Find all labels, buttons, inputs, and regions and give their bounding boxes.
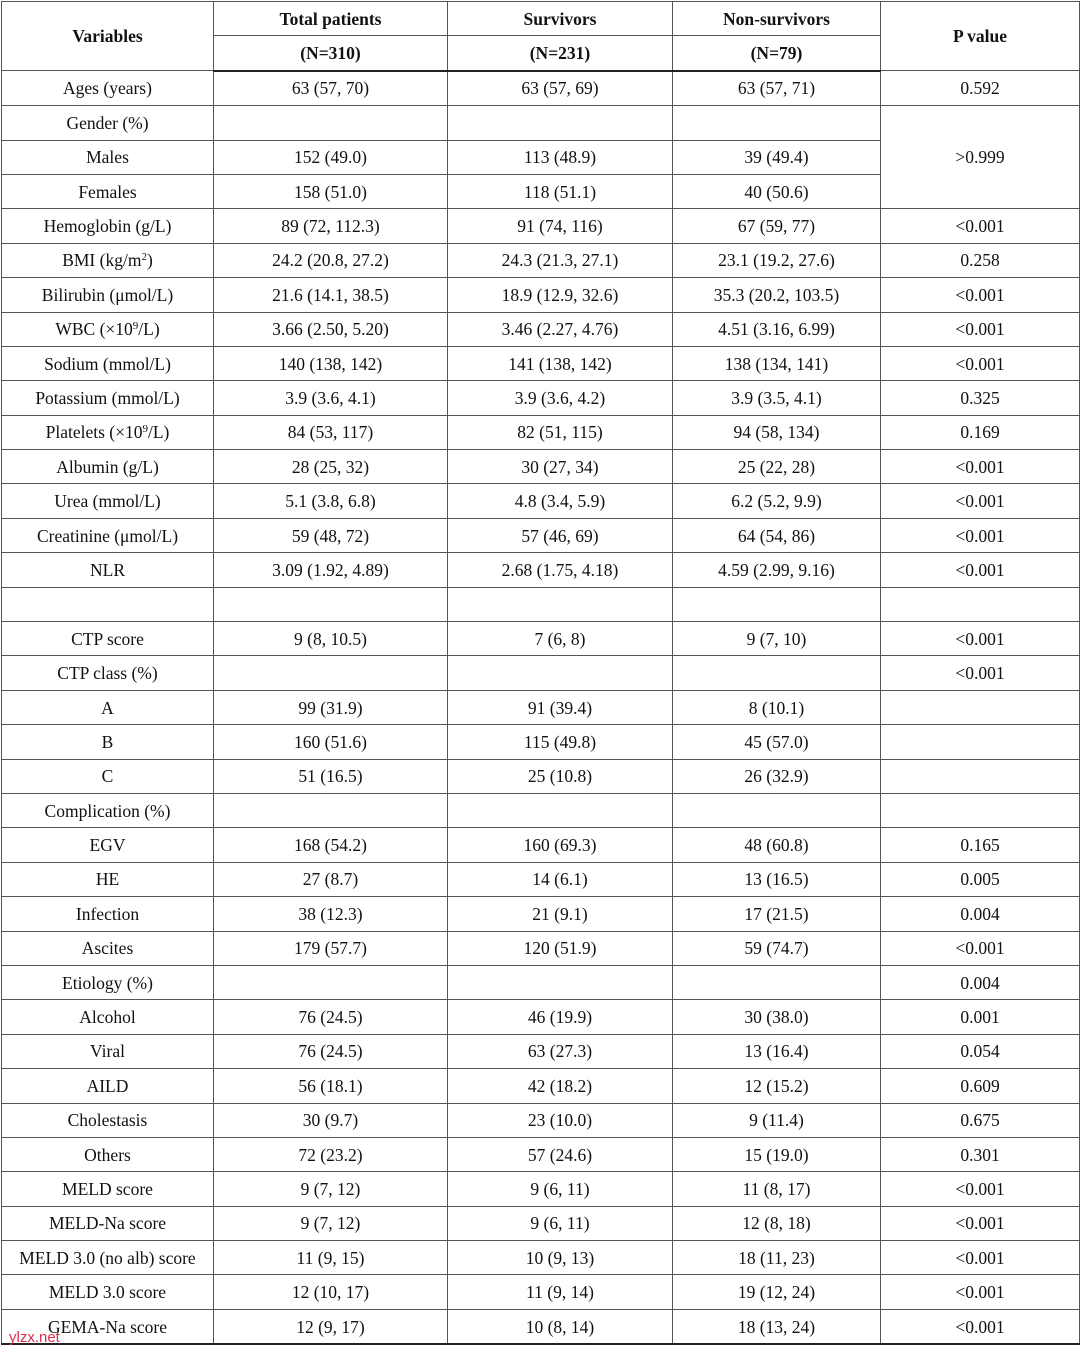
total-patients-cell: 3.09 (1.92, 4.89) xyxy=(214,553,448,587)
p-value-cell: 0.325 xyxy=(881,381,1080,415)
header-nonsurvivors: Non-survivors xyxy=(673,2,881,36)
p-value-cell: 0.005 xyxy=(881,862,1080,896)
total-patients-cell: 5.1 (3.8, 6.8) xyxy=(214,484,448,518)
table-row xyxy=(2,931,1080,965)
survivors-cell: 57 (24.6) xyxy=(448,1137,673,1171)
variable-label: Creatinine (μmol/L) xyxy=(2,518,214,552)
p-value-cell: <0.001 xyxy=(881,209,1080,243)
p-value-cell: <0.001 xyxy=(881,278,1080,312)
survivors-cell: 91 (39.4) xyxy=(448,690,673,724)
non-survivors-cell: 19 (12, 24) xyxy=(673,1275,881,1309)
variable-label: A xyxy=(2,690,214,724)
variable-label-superscript: 9 xyxy=(142,423,148,436)
variable-label: MELD-Na score xyxy=(2,1206,214,1240)
p-value-cell: <0.001 xyxy=(881,518,1080,552)
survivors-cell: 21 (9.1) xyxy=(448,897,673,931)
survivors-cell: 18.9 (12.9, 32.6) xyxy=(448,278,673,312)
p-value-cell xyxy=(881,725,1080,759)
survivors-cell xyxy=(448,106,673,140)
variable-label-unit: /L) xyxy=(138,319,160,340)
non-survivors-cell: 12 (15.2) xyxy=(673,1069,881,1103)
non-survivors-cell: 45 (57.0) xyxy=(673,725,881,759)
p-value-cell: 0.004 xyxy=(881,897,1080,931)
header-total: Total patients xyxy=(214,2,448,36)
table-row xyxy=(2,346,1080,380)
survivors-cell: 10 (9, 13) xyxy=(448,1241,673,1275)
p-value-cell xyxy=(881,793,1080,827)
variable-label: MELD 3.0 (no alb) score xyxy=(2,1241,214,1275)
non-survivors-cell: 6.2 (5.2, 9.9) xyxy=(673,484,881,518)
non-survivors-cell: 94 (58, 134) xyxy=(673,415,881,449)
total-patients-cell: 63 (57, 70) xyxy=(214,71,448,106)
table-row xyxy=(2,1206,1080,1240)
survivors-cell: 23 (10.0) xyxy=(448,1103,673,1137)
table-row xyxy=(2,71,1080,106)
p-value-cell: 0.258 xyxy=(881,243,1080,277)
non-survivors-cell: 12 (8, 18) xyxy=(673,1206,881,1240)
total-patients-cell: 11 (9, 15) xyxy=(214,1241,448,1275)
table-row xyxy=(2,587,1080,621)
total-patients-cell: 140 (138, 142) xyxy=(214,346,448,380)
p-value-cell: <0.001 xyxy=(881,1241,1080,1275)
survivors-cell: 10 (8, 14) xyxy=(448,1309,673,1344)
total-patients-cell xyxy=(214,793,448,827)
non-survivors-cell: 18 (13, 24) xyxy=(673,1309,881,1344)
variable-label: Potassium (mmol/L) xyxy=(2,381,214,415)
non-survivors-cell: 13 (16.4) xyxy=(673,1034,881,1068)
table-row xyxy=(2,209,1080,243)
survivors-cell xyxy=(448,793,673,827)
variable-label: HE xyxy=(2,862,214,896)
survivors-cell: 120 (51.9) xyxy=(448,931,673,965)
table-row xyxy=(2,1241,1080,1275)
non-survivors-cell: 67 (59, 77) xyxy=(673,209,881,243)
p-value-cell: <0.001 xyxy=(881,622,1080,656)
non-survivors-cell: 18 (11, 23) xyxy=(673,1241,881,1275)
header-nonsurvivors-n: (N=79) xyxy=(673,36,881,71)
variable-label: Ascites xyxy=(2,931,214,965)
header-survivors-n: (N=231) xyxy=(448,36,673,71)
non-survivors-cell: 30 (38.0) xyxy=(673,1000,881,1034)
non-survivors-cell xyxy=(673,587,881,621)
survivors-cell: 2.68 (1.75, 4.18) xyxy=(448,553,673,587)
non-survivors-cell xyxy=(673,656,881,690)
variable-label: Complication (%) xyxy=(2,793,214,827)
total-patients-cell: 9 (8, 10.5) xyxy=(214,622,448,656)
p-value-cell: <0.001 xyxy=(881,1309,1080,1344)
non-survivors-cell: 40 (50.6) xyxy=(673,174,881,208)
p-value-cell: <0.001 xyxy=(881,450,1080,484)
non-survivors-cell xyxy=(673,793,881,827)
table-row xyxy=(2,553,1080,587)
non-survivors-cell: 48 (60.8) xyxy=(673,828,881,862)
variable-label: CTP class (%) xyxy=(2,656,214,690)
total-patients-cell: 12 (10, 17) xyxy=(214,1275,448,1309)
variable-label: Viral xyxy=(2,1034,214,1068)
non-survivors-cell: 25 (22, 28) xyxy=(673,450,881,484)
header-pvalue: P value xyxy=(881,2,1080,71)
total-patients-cell: 9 (7, 12) xyxy=(214,1206,448,1240)
table-row xyxy=(2,1103,1080,1137)
header-survivors: Survivors xyxy=(448,2,673,36)
p-value-cell xyxy=(881,759,1080,793)
variable-label-text: BMI (kg/m xyxy=(62,250,142,271)
non-survivors-cell: 11 (8, 17) xyxy=(673,1172,881,1206)
table-row xyxy=(2,1034,1080,1068)
variable-label xyxy=(2,587,214,621)
watermark: ylzx.net xyxy=(9,1329,60,1346)
total-patients-cell: 179 (57.7) xyxy=(214,931,448,965)
variable-label: Albumin (g/L) xyxy=(2,450,214,484)
p-value-cell: 0.301 xyxy=(881,1137,1080,1171)
variable-label: Infection xyxy=(2,897,214,931)
variable-label: EGV xyxy=(2,828,214,862)
total-patients-cell: 59 (48, 72) xyxy=(214,518,448,552)
table-row xyxy=(2,518,1080,552)
variable-label: AILD xyxy=(2,1069,214,1103)
p-value-cell: 0.169 xyxy=(881,415,1080,449)
p-value-cell: <0.001 xyxy=(881,484,1080,518)
total-patients-cell: 24.2 (20.8, 27.2) xyxy=(214,243,448,277)
p-value-cell: <0.001 xyxy=(881,931,1080,965)
total-patients-cell xyxy=(214,587,448,621)
p-value-cell: <0.001 xyxy=(881,1206,1080,1240)
non-survivors-cell xyxy=(673,965,881,999)
p-value-cell-gender: >0.999 xyxy=(881,106,1080,209)
non-survivors-cell: 26 (32.9) xyxy=(673,759,881,793)
table-row xyxy=(2,1137,1080,1171)
table-row xyxy=(2,897,1080,931)
p-value-cell: 0.609 xyxy=(881,1069,1080,1103)
non-survivors-cell: 4.51 (3.16, 6.99) xyxy=(673,312,881,346)
table-row xyxy=(2,1275,1080,1309)
table-row xyxy=(2,312,1080,346)
non-survivors-cell: 17 (21.5) xyxy=(673,897,881,931)
total-patients-cell: 168 (54.2) xyxy=(214,828,448,862)
variable-label xyxy=(2,243,214,277)
header-total-n: (N=310) xyxy=(214,36,448,71)
table-row xyxy=(2,725,1080,759)
total-patients-cell: 38 (12.3) xyxy=(214,897,448,931)
table-row xyxy=(2,278,1080,312)
survivors-cell: 160 (69.3) xyxy=(448,828,673,862)
survivors-cell: 118 (51.1) xyxy=(448,174,673,208)
survivors-cell: 24.3 (21.3, 27.1) xyxy=(448,243,673,277)
variable-label: Males xyxy=(2,140,214,174)
p-value-cell: <0.001 xyxy=(881,553,1080,587)
table-row xyxy=(2,381,1080,415)
variable-label: MELD score xyxy=(2,1172,214,1206)
table-row xyxy=(2,1172,1080,1206)
p-value-cell: 0.675 xyxy=(881,1103,1080,1137)
variable-label: Ages (years) xyxy=(2,71,214,106)
p-value-cell: <0.001 xyxy=(881,656,1080,690)
variable-label: MELD 3.0 score xyxy=(2,1275,214,1309)
survivors-cell: 3.9 (3.6, 4.2) xyxy=(448,381,673,415)
survivors-cell: 63 (57, 69) xyxy=(448,71,673,106)
p-value-cell: <0.001 xyxy=(881,346,1080,380)
table-row xyxy=(2,690,1080,724)
total-patients-cell: 30 (9.7) xyxy=(214,1103,448,1137)
non-survivors-cell: 13 (16.5) xyxy=(673,862,881,896)
survivors-cell: 141 (138, 142) xyxy=(448,346,673,380)
variable-label-text: Platelets (×10 xyxy=(45,422,143,443)
non-survivors-cell: 39 (49.4) xyxy=(673,140,881,174)
non-survivors-cell: 15 (19.0) xyxy=(673,1137,881,1171)
variable-label: Gender (%) xyxy=(2,106,214,140)
total-patients-cell: 12 (9, 17) xyxy=(214,1309,448,1344)
survivors-cell: 42 (18.2) xyxy=(448,1069,673,1103)
non-survivors-cell: 9 (7, 10) xyxy=(673,622,881,656)
variable-label xyxy=(2,415,214,449)
variable-label-superscript: 2 xyxy=(141,251,147,264)
table-row xyxy=(2,450,1080,484)
total-patients-cell: 99 (31.9) xyxy=(214,690,448,724)
total-patients-cell: 152 (49.0) xyxy=(214,140,448,174)
table-row xyxy=(2,656,1080,690)
survivors-cell: 11 (9, 14) xyxy=(448,1275,673,1309)
p-value-cell xyxy=(881,690,1080,724)
variable-label xyxy=(2,312,214,346)
variable-label: Alcohol xyxy=(2,1000,214,1034)
p-value-cell: 0.054 xyxy=(881,1034,1080,1068)
variable-label: Hemoglobin (g/L) xyxy=(2,209,214,243)
survivors-cell xyxy=(448,656,673,690)
total-patients-cell xyxy=(214,965,448,999)
variable-label: NLR xyxy=(2,553,214,587)
total-patients-cell: 160 (51.6) xyxy=(214,725,448,759)
p-value-cell: <0.001 xyxy=(881,1172,1080,1206)
variable-label: CTP score xyxy=(2,622,214,656)
survivors-cell xyxy=(448,587,673,621)
p-value-cell: 0.001 xyxy=(881,1000,1080,1034)
p-value-cell: 0.592 xyxy=(881,71,1080,106)
variable-label: Females xyxy=(2,174,214,208)
p-value-cell: <0.001 xyxy=(881,1275,1080,1309)
total-patients-cell: 3.9 (3.6, 4.1) xyxy=(214,381,448,415)
variable-label: B xyxy=(2,725,214,759)
p-value-cell: <0.001 xyxy=(881,312,1080,346)
table-row xyxy=(2,828,1080,862)
survivors-cell: 25 (10.8) xyxy=(448,759,673,793)
p-value-cell: 0.165 xyxy=(881,828,1080,862)
survivors-cell: 30 (27, 34) xyxy=(448,450,673,484)
survivors-cell: 9 (6, 11) xyxy=(448,1172,673,1206)
survivors-cell: 57 (46, 69) xyxy=(448,518,673,552)
survivors-cell: 3.46 (2.27, 4.76) xyxy=(448,312,673,346)
table-row xyxy=(2,484,1080,518)
total-patients-cell: 72 (23.2) xyxy=(214,1137,448,1171)
non-survivors-cell: 64 (54, 86) xyxy=(673,518,881,552)
non-survivors-cell: 59 (74.7) xyxy=(673,931,881,965)
total-patients-cell xyxy=(214,656,448,690)
survivors-cell: 91 (74, 116) xyxy=(448,209,673,243)
variable-label: Others xyxy=(2,1137,214,1171)
table-row xyxy=(2,106,1080,140)
survivors-cell xyxy=(448,965,673,999)
total-patients-cell: 9 (7, 12) xyxy=(214,1172,448,1206)
total-patients-cell: 158 (51.0) xyxy=(214,174,448,208)
variable-label-superscript: 9 xyxy=(132,320,139,333)
table-row xyxy=(2,965,1080,999)
total-patients-cell: 27 (8.7) xyxy=(214,862,448,896)
total-patients-cell: 3.66 (2.50, 5.20) xyxy=(214,312,448,346)
survivors-cell: 113 (48.9) xyxy=(448,140,673,174)
total-patients-cell: 28 (25, 32) xyxy=(214,450,448,484)
table-row xyxy=(2,793,1080,827)
total-patients-cell: 51 (16.5) xyxy=(214,759,448,793)
total-patients-cell: 76 (24.5) xyxy=(214,1034,448,1068)
variable-label: GEMA-Na score xyxy=(2,1309,214,1344)
header-variables: Variables xyxy=(2,2,214,71)
total-patients-cell: 76 (24.5) xyxy=(214,1000,448,1034)
survivors-cell: 82 (51, 115) xyxy=(448,415,673,449)
table-row xyxy=(2,1309,1080,1344)
total-patients-cell: 89 (72, 112.3) xyxy=(214,209,448,243)
non-survivors-cell: 9 (11.4) xyxy=(673,1103,881,1137)
p-value-cell xyxy=(881,587,1080,621)
total-patients-cell: 56 (18.1) xyxy=(214,1069,448,1103)
variable-label-unit: ) xyxy=(146,250,153,271)
non-survivors-cell xyxy=(673,106,881,140)
total-patients-cell xyxy=(214,106,448,140)
variable-label: C xyxy=(2,759,214,793)
non-survivors-cell: 23.1 (19.2, 27.6) xyxy=(673,243,881,277)
table-row xyxy=(2,1069,1080,1103)
table-row xyxy=(2,243,1080,277)
non-survivors-cell: 8 (10.1) xyxy=(673,690,881,724)
survivors-cell: 63 (27.3) xyxy=(448,1034,673,1068)
non-survivors-cell: 63 (57, 71) xyxy=(673,71,881,106)
total-patients-cell: 21.6 (14.1, 38.5) xyxy=(214,278,448,312)
variable-label: Cholestasis xyxy=(2,1103,214,1137)
header-row-1 xyxy=(2,2,1080,36)
survivors-cell: 7 (6, 8) xyxy=(448,622,673,656)
variable-label: Bilirubin (μmol/L) xyxy=(2,278,214,312)
table-row xyxy=(2,759,1080,793)
baseline-characteristics-table xyxy=(1,1,1080,1345)
variable-label-text: WBC (×10 xyxy=(55,319,133,340)
survivors-cell: 46 (19.9) xyxy=(448,1000,673,1034)
non-survivors-cell: 138 (134, 141) xyxy=(673,346,881,380)
table-body xyxy=(2,71,1080,1344)
non-survivors-cell: 4.59 (2.99, 9.16) xyxy=(673,553,881,587)
table-row xyxy=(2,862,1080,896)
survivors-cell: 14 (6.1) xyxy=(448,862,673,896)
survivors-cell: 4.8 (3.4, 5.9) xyxy=(448,484,673,518)
non-survivors-cell: 35.3 (20.2, 103.5) xyxy=(673,278,881,312)
non-survivors-cell: 3.9 (3.5, 4.1) xyxy=(673,381,881,415)
total-patients-cell: 84 (53, 117) xyxy=(214,415,448,449)
variable-label: Sodium (mmol/L) xyxy=(2,346,214,380)
variable-label: Etiology (%) xyxy=(2,965,214,999)
survivors-cell: 9 (6, 11) xyxy=(448,1206,673,1240)
table-row xyxy=(2,1000,1080,1034)
table-row xyxy=(2,415,1080,449)
variable-label: Urea (mmol/L) xyxy=(2,484,214,518)
survivors-cell: 115 (49.8) xyxy=(448,725,673,759)
p-value-cell: 0.004 xyxy=(881,965,1080,999)
table-row xyxy=(2,622,1080,656)
variable-label-unit: /L) xyxy=(147,422,170,443)
